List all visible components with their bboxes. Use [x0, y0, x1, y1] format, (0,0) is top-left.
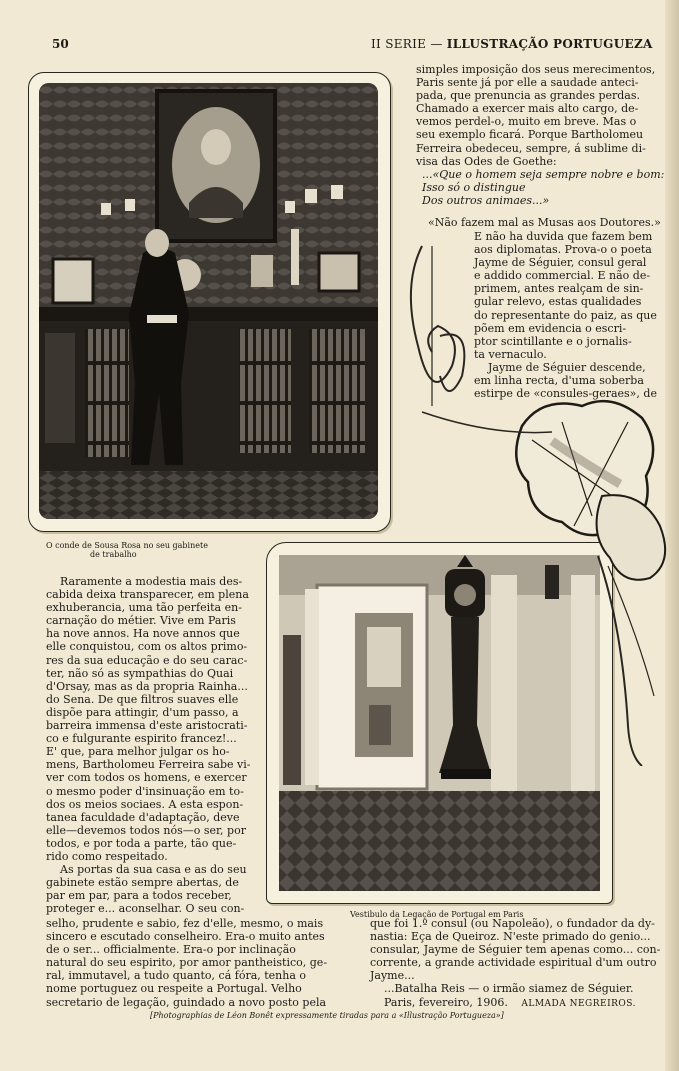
- text-line: corrente, a grande actividade espiritual d'um outro: [370, 956, 657, 970]
- text-line: E' que, para melhor julgar os ho-: [46, 745, 230, 759]
- text-line: res da sua educação e do seu carac-: [46, 653, 248, 667]
- text-line: Ferreira obedeceu, sempre, á sublime di-: [416, 141, 646, 155]
- verse-line: Isso só o distingue: [422, 180, 526, 194]
- text-line: gular relevo, estas qualidades: [474, 295, 642, 309]
- text-line: simples imposição dos seus merecimentos,: [416, 63, 656, 76]
- text-line: nastia: Eça de Queiroz. N'este primado do genio...: [370, 930, 651, 944]
- text-line: E não ha duvida que fazem bem: [474, 230, 653, 243]
- text-line: As portas da sua casa e as do seu: [60, 863, 247, 877]
- running-header: [371, 37, 653, 51]
- text-line: cabida deixa transparecer, em plena: [46, 588, 249, 602]
- text-line: co e fulgurante espirito francez!...: [46, 732, 237, 746]
- photo-count-in-study: [39, 83, 378, 519]
- left-column-text: [46, 575, 260, 915]
- text-line: primem, antes realçam de sin-: [474, 282, 644, 296]
- text-line: d'Orsay, mas as da propria Rainha...: [46, 679, 248, 693]
- right-column-text: [416, 63, 666, 207]
- text-line: proteger e... aconselhar. O seu con-: [46, 902, 245, 916]
- text-line: Raramente a modestia mais des-: [60, 575, 243, 588]
- series-label: II SERIE: [371, 37, 427, 51]
- text-line: vemos perdel-o, muito em breve. Mas o: [416, 115, 637, 129]
- text-line: todos, e por toda a parte, tão que-: [46, 836, 237, 850]
- text-line: tanea faculdade d'adaptação, deve: [46, 810, 240, 824]
- text-line: elle conquistou, com os altos primo-: [46, 640, 248, 654]
- text-line: sincero e escutado conselheiro. Era-o muito antes: [46, 930, 325, 944]
- text-line: Jayme...: [370, 969, 415, 983]
- text-line: seu exemplo ficará. Porque Bartholomeu: [416, 128, 644, 142]
- text-line: ta vernaculo.: [474, 347, 547, 361]
- header-separator: —: [430, 37, 443, 51]
- study-room-illustration: [39, 83, 378, 519]
- bottom-right-text: [370, 917, 664, 1011]
- text-line: ver com todos os homens, e exercer: [46, 771, 247, 785]
- text-line: consular, Jayme de Séguier tem apenas como... con-: [370, 943, 661, 957]
- text-line: Chamado a exercer mais alto cargo, de-: [416, 102, 639, 116]
- bottom-photo-caption: Vestibulo da Legação de Portugal em Paris: [350, 910, 524, 919]
- text-line: elle—devemos todos nós—o ser, por: [46, 823, 246, 837]
- text-line: aos diplomatas. Prova-o o poeta: [474, 243, 652, 257]
- author-signature: ALMADA NEGREIROS.: [521, 998, 637, 1009]
- text-line: ha nove annos. Ha nove annos que: [46, 627, 240, 641]
- text-line: Jayme de Séguier descende,: [488, 360, 646, 374]
- top-caption-line-1: O conde de Sousa Rosa no seu gabinete: [46, 541, 208, 550]
- top-caption-line-2: de trabalho: [90, 550, 137, 559]
- verse-line: ...«Que o homem seja sempre nobre e bom:: [422, 167, 665, 181]
- text-line: e addido commercial. E não de-: [474, 269, 651, 283]
- text-line: secretario de legação, guindado a novo posto pela: [46, 995, 327, 1009]
- text-line: dispõe para attingir, d'um passo, a: [46, 705, 239, 719]
- musas-quote: «Não fazem mal as Musas aos Doutores.»: [428, 216, 661, 229]
- text-line: do representante do paiz, as que: [474, 308, 657, 322]
- text-line: dos os meios sociaes. A esta espon-: [46, 797, 244, 811]
- text-line: em linha recta, d'uma soberba: [474, 374, 644, 388]
- text-line: o mesmo poder d'insinuação em to-: [46, 784, 244, 798]
- text-line: põem em evidencia o escri-: [474, 321, 627, 335]
- text-line: natural do seu espirito, por amor pantheistico, ge-: [46, 956, 328, 970]
- text-line: que foi 1.º consul (ou Napoleão), o fundador da dy-: [370, 917, 655, 930]
- page-number: 50: [52, 37, 69, 51]
- dateline-signature: [370, 996, 664, 1011]
- text-line: ter, não só as sympathias do Quai: [46, 666, 234, 680]
- text-line: estirpe de «consules-geraes», de: [474, 387, 657, 401]
- verse-line: Dos outros animaes...»: [422, 193, 550, 207]
- text-line: nome portuguez ou respeite a Portugal. Velho: [46, 982, 302, 996]
- publication-title: ILLUSTRAÇÃO PORTUGUEZA: [446, 37, 653, 51]
- top-photo-caption: [46, 541, 208, 559]
- text-line: Paris sente já por elle a saudade anteci-: [416, 76, 639, 90]
- right-narrow-text: [474, 230, 664, 400]
- text-line: ptor scintillante e o jornalis-: [474, 334, 632, 348]
- text-line: barreira immensa d'este aristocrati-: [46, 719, 248, 733]
- vine-leaves-icon: [516, 401, 665, 580]
- text-line: Jayme de Séguier, consul geral: [474, 256, 647, 270]
- dateline: Paris, fevereiro, 1906.: [384, 995, 508, 1009]
- bottom-left-text: [46, 917, 342, 1009]
- text-line: de o ser... officialmente. Era-o por inclinação: [46, 943, 296, 957]
- text-line: rido como respeitado.: [46, 849, 168, 863]
- text-line: carnação do métier. Vive em Paris: [46, 614, 236, 628]
- text-line: gabinete estão sempre abertas, de: [46, 876, 239, 890]
- text-line: do Sena. De que filtros suaves elle: [46, 692, 239, 706]
- text-line: ral, immutavel, a tudo quanto, cá fóra, tenha o: [46, 969, 307, 983]
- text-line: exhuberancia, uma tão perfeita en-: [46, 601, 242, 615]
- text-line: visa das Odes de Goethe:: [416, 154, 557, 168]
- text-line: pada, que prenuncia as grandes perdas.: [416, 89, 641, 103]
- text-line: par em par, para a todos receber,: [46, 889, 232, 903]
- text-line: selho, prudente e sabio, fez d'elle, mesmo, o mais: [46, 917, 324, 930]
- photo-credit: [Photographias de Léon Bonêt expressamente tiradas para a «Illustração Portugueza»]: [150, 1011, 504, 1020]
- top-photo-frame: [28, 72, 391, 532]
- text-line: ...Batalha Reis — o irmão siamez de Séguier.: [384, 982, 634, 996]
- text-line: mens, Bartholomeu Ferreira sabe vi-: [46, 758, 251, 772]
